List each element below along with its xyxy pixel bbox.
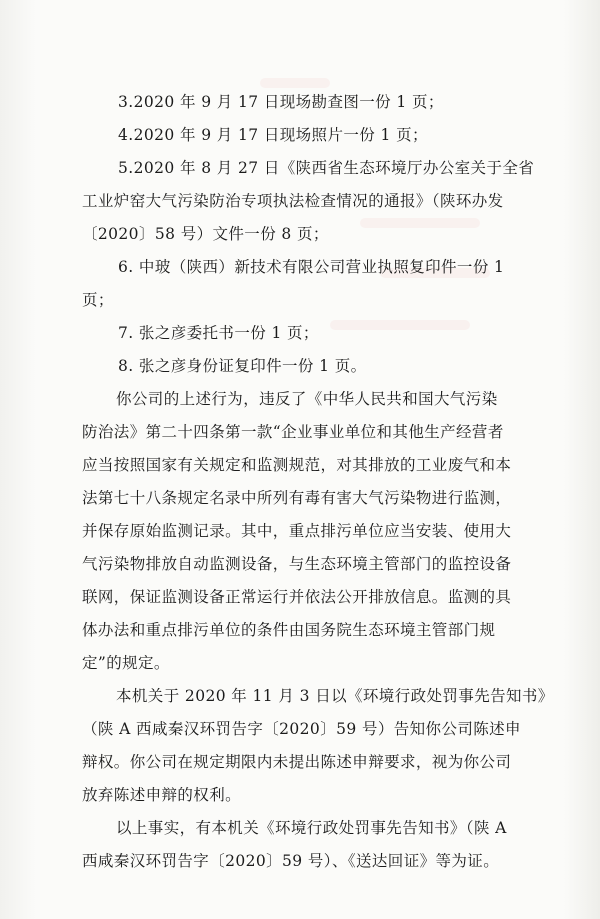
evidence-paragraph-line: 以上事实，有本机关《环境行政处罚事先告知书》（陕 A — [116, 819, 507, 837]
notice-paragraph-line: 本机关于 2020 年 11 月 3 日以《环境行政处罚事先告知书》 — [116, 687, 554, 705]
violation-paragraph-line: 法第七十八条规定名录中所列有毒有害大气污染物进行监测， — [82, 489, 512, 507]
evidence-paragraph-line: 西咸秦汉环罚告字〔2020〕59 号）、《送达回证》等为证。 — [82, 852, 500, 870]
violation-paragraph-line: 防治法》第二十四条第一款“企业事业单位和其他生产经营者 — [82, 423, 504, 441]
attachment-5-end: 〔2020〕58 号）文件一份 8 页； — [82, 225, 329, 243]
attachment-3: 3.2020 年 9 月 17 日现场勘查图一份 1 页； — [118, 93, 444, 111]
violation-paragraph-line: 你公司的上述行为，违反了《中华人民共和国大气污染 — [116, 390, 498, 408]
violation-paragraph-line: 定”的规定。 — [82, 654, 170, 672]
violation-paragraph-line: 气污染物排放自动监测设备，与生态环境主管部门的监控设备 — [82, 555, 512, 573]
show-through-mark — [330, 320, 470, 330]
notice-paragraph-line: 放弃陈述申辩的权利。 — [82, 786, 242, 804]
show-through-mark — [260, 78, 330, 88]
notice-paragraph-line: 辩权。你公司在规定期限内未提出陈述申辩要求，视为你公司 — [82, 753, 512, 771]
show-through-mark — [360, 218, 480, 228]
attachment-6: 6. 中玻（陕西）新技术有限公司营业执照复印件一份 1 — [118, 258, 505, 276]
attachment-4: 4.2020 年 9 月 17 日现场照片一份 1 页； — [118, 126, 428, 144]
violation-paragraph-line: 应当按照国家有关规定和监测规范，对其排放的工业废气和本 — [82, 456, 512, 474]
notice-paragraph-line: （陕 A 西咸秦汉环罚告字〔2020〕59 号）告知你公司陈述申 — [82, 720, 521, 738]
violation-paragraph-line: 并保存原始监测记录。其中，重点排污单位应当安装、使用大 — [82, 522, 512, 540]
attachment-5-cont: 工业炉窑大气污染防治专项执法检查情况的通报》（陕环办发 — [82, 192, 504, 210]
attachment-7: 7. 张之彦委托书一份 1 页； — [118, 324, 319, 342]
attachment-5: 5.2020 年 8 月 27 日《陕西省生态环境厅办公室关于全省 — [118, 159, 535, 177]
attachment-8: 8. 张之彦身份证复印件一份 1 页。 — [118, 357, 367, 375]
violation-paragraph-line: 体办法和重点排污单位的条件由国务院生态环境主管部门规 — [82, 621, 496, 639]
violation-paragraph-line: 联网，保证监测设备正常运行并依法公开排放信息。监测的具 — [82, 588, 512, 606]
attachment-6-end: 页； — [82, 291, 114, 309]
